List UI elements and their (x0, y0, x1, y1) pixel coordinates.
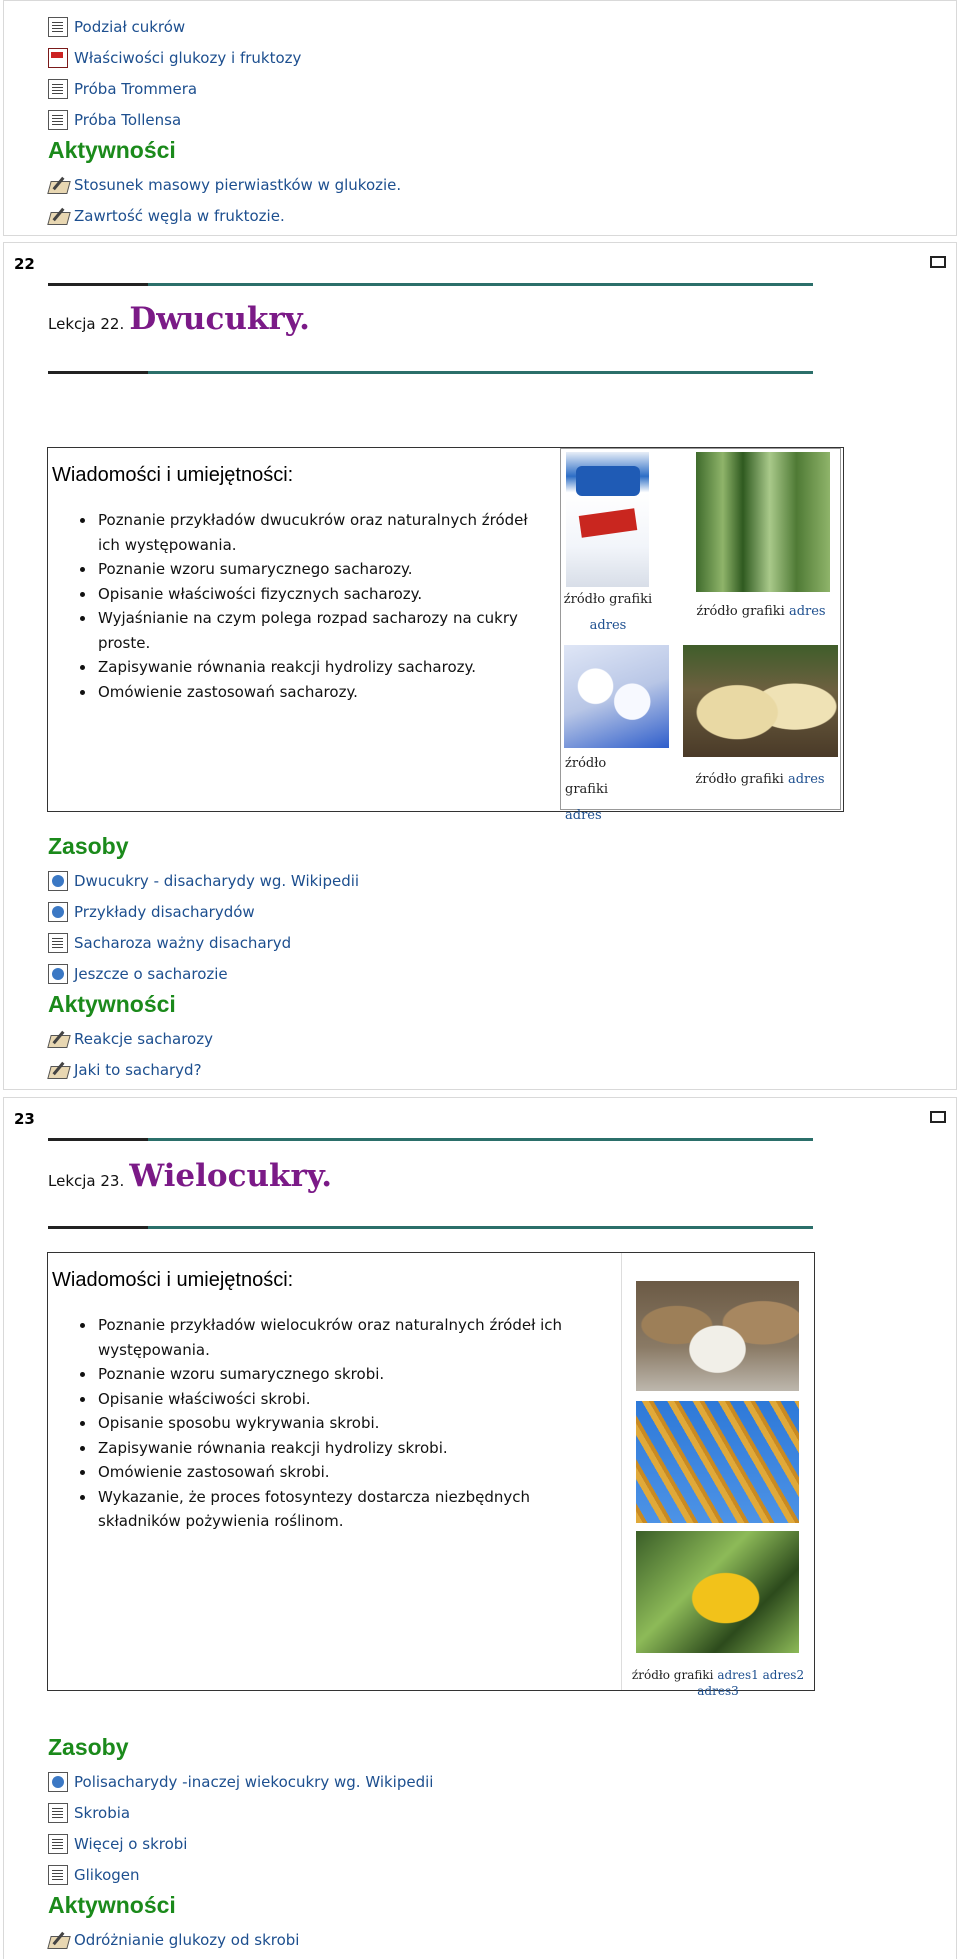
resource-link[interactable] (48, 1864, 140, 1886)
wheat-image (636, 1401, 799, 1523)
credit-link[interactable]: adres3 (697, 1684, 739, 1698)
completion-checkbox[interactable] (930, 256, 946, 268)
list-item: • Zapisywanie równania reakcji hydrolizy sacharozy. (96, 655, 546, 680)
resource-link[interactable] (48, 901, 255, 923)
page-icon (48, 1803, 68, 1823)
activity-link[interactable] (48, 1028, 213, 1050)
activity-icon (48, 1060, 68, 1080)
skills-list (48, 508, 546, 704)
resource-link-text[interactable]: Właściwości glukozy i fruktozy (74, 49, 302, 67)
knowledge-box (47, 447, 844, 823)
activity-link[interactable] (48, 1929, 299, 1951)
divider (48, 283, 813, 286)
list-item: • Wykazanie, że proces fotosyntezy dostarcza niezbędnych składników pożywienia roślinom. (96, 1485, 576, 1534)
list-item: • Poznanie przykładów dwucukrów oraz naturalnych źródeł ich występowania. (96, 508, 546, 557)
credit-link[interactable]: adres (787, 772, 825, 787)
section-21-tail (3, 0, 957, 236)
divider (48, 1226, 813, 1229)
resource-link[interactable] (48, 78, 197, 100)
activity-icon (48, 1930, 68, 1950)
list-item: • Opisanie właściwości fizycznych sacharozy. (96, 582, 546, 607)
activity-link-text[interactable]: Stosunek masowy pierwiastków w glukozie. (74, 176, 402, 194)
section-number: 23 (14, 1110, 35, 1128)
resource-link[interactable] (48, 1802, 130, 1824)
corn-image (636, 1531, 799, 1653)
credit-link[interactable]: adres (788, 604, 826, 619)
web-icon (48, 902, 68, 922)
completion-checkbox[interactable] (930, 1111, 946, 1123)
activity-link[interactable] (48, 1059, 202, 1081)
sugar-beet-image (683, 645, 838, 757)
list-item: • Poznanie wzoru sumarycznego sacharozy. (96, 557, 546, 582)
credit-link[interactable]: adres1 (717, 1668, 759, 1682)
activity-link-text[interactable]: Zawrtość węgla w fruktozie. (74, 207, 285, 225)
activity-icon (48, 1029, 68, 1049)
list-item: • Omówienie zastosowań skrobi. (96, 1460, 576, 1485)
resource-link[interactable] (48, 109, 181, 131)
lesson-name: Dwucukry. (129, 301, 310, 337)
lesson-prefix: Lekcja 23. (48, 1172, 125, 1190)
resource-link[interactable] (48, 932, 291, 954)
divider (48, 371, 813, 374)
resource-link-text[interactable]: Więcej o skrobi (74, 1835, 188, 1853)
resource-link-text[interactable]: Skrobia (74, 1804, 131, 1822)
resource-link[interactable] (48, 16, 185, 38)
section-22 (3, 242, 957, 1090)
web-icon (48, 871, 68, 891)
section-number: 22 (14, 255, 35, 273)
web-icon (48, 1772, 68, 1792)
box-title: Wiadomości i umiejętności: (52, 464, 294, 486)
lesson-title (48, 1158, 332, 1194)
page-icon (48, 110, 68, 130)
lesson-name: Wielocukry. (129, 1158, 333, 1194)
divider (48, 1138, 813, 1141)
resource-link-text[interactable]: Próba Trommera (74, 80, 198, 98)
credit-link[interactable]: adres2 (762, 1668, 805, 1682)
image-credit: źródło grafiki adres (695, 772, 825, 787)
section-23 (3, 1097, 957, 1959)
page-icon (48, 1834, 68, 1854)
page-icon (48, 17, 68, 37)
credit-link[interactable]: adres (589, 618, 627, 633)
activity-link[interactable] (48, 174, 401, 196)
activity-link-text[interactable]: Odróżnianie glukozy od skrobi (74, 1931, 300, 1949)
image-credit: źródło grafiki adres1 adres2 adres3 (631, 1668, 805, 1698)
list-item: • Omówienie zastosowań sacharozy. (96, 680, 546, 705)
resource-link-text[interactable]: Przykłady disacharydów (74, 903, 255, 921)
list-item: • Poznanie przykładów wielocukrów oraz naturalnych źródeł ich występowania. (96, 1313, 576, 1362)
box-title: Wiadomości i umiejętności: (52, 1269, 294, 1291)
skills-list (48, 1313, 576, 1534)
sugar-cubes-image (564, 645, 669, 748)
resource-link[interactable] (48, 1771, 433, 1793)
resources-heading: Zasoby (48, 1734, 129, 1760)
page-icon (48, 79, 68, 99)
lesson-title (48, 301, 310, 337)
resource-link[interactable] (48, 47, 301, 69)
potato-flour-image (636, 1281, 799, 1391)
list-item: • Opisanie właściwości skrobi. (96, 1387, 576, 1412)
sugar-bag-image (566, 452, 649, 587)
resource-link-text[interactable]: Podział cukrów (74, 18, 186, 36)
resource-link-text[interactable]: Jeszcze o sacharozie (74, 965, 228, 983)
column-divider (621, 1253, 622, 1690)
knowledge-box (47, 1252, 815, 1698)
activity-icon (48, 206, 68, 226)
resource-link-text[interactable]: Dwucukry - disacharydy wg. Wikipedii (74, 872, 360, 890)
image-credit: źródło grafiki adres (565, 756, 608, 823)
resource-link-text[interactable]: Próba Tollensa (74, 111, 182, 129)
pdf-icon (48, 48, 68, 68)
resource-link-text[interactable]: Sacharoza ważny disacharyd (74, 934, 292, 952)
resource-link[interactable] (48, 870, 359, 892)
web-icon (48, 964, 68, 984)
page-icon (48, 1865, 68, 1885)
credit-link[interactable]: adres (565, 808, 602, 823)
resource-link[interactable] (48, 963, 228, 985)
list-item: • Wyjaśnianie na czym polega rozpad sacharozy na cukry proste. (96, 606, 546, 655)
page-icon (48, 933, 68, 953)
list-item: • Zapisywanie równania reakcji hydrolizy skrobi. (96, 1436, 576, 1461)
activity-link[interactable] (48, 205, 285, 227)
lesson-prefix: Lekcja 22. (48, 315, 125, 333)
activity-icon (48, 175, 68, 195)
list-item: • Poznanie wzoru sumarycznego skrobi. (96, 1362, 576, 1387)
activities-heading: Aktywności (48, 137, 176, 163)
activity-link-text[interactable]: Jaki to sacharyd? (74, 1061, 202, 1079)
image-credit: źródło grafiki adres (696, 604, 826, 619)
image-gallery (560, 448, 841, 823)
activities-heading: Aktywności (48, 1892, 176, 1918)
list-item: • Opisanie sposobu wykrywania skrobi. (96, 1411, 576, 1436)
resource-link-text[interactable]: Glikogen (74, 1866, 140, 1884)
resource-link[interactable] (48, 1833, 187, 1855)
sugar-cane-image (696, 452, 830, 592)
resources-heading: Zasoby (48, 833, 129, 859)
activities-heading: Aktywności (48, 991, 176, 1017)
image-credit: źródło grafiki adres (563, 592, 653, 633)
resource-link-text[interactable]: Polisacharydy -inaczej wiekocukry wg. Wikipedii (74, 1773, 434, 1791)
activity-link-text[interactable]: Reakcje sacharozy (74, 1030, 213, 1048)
